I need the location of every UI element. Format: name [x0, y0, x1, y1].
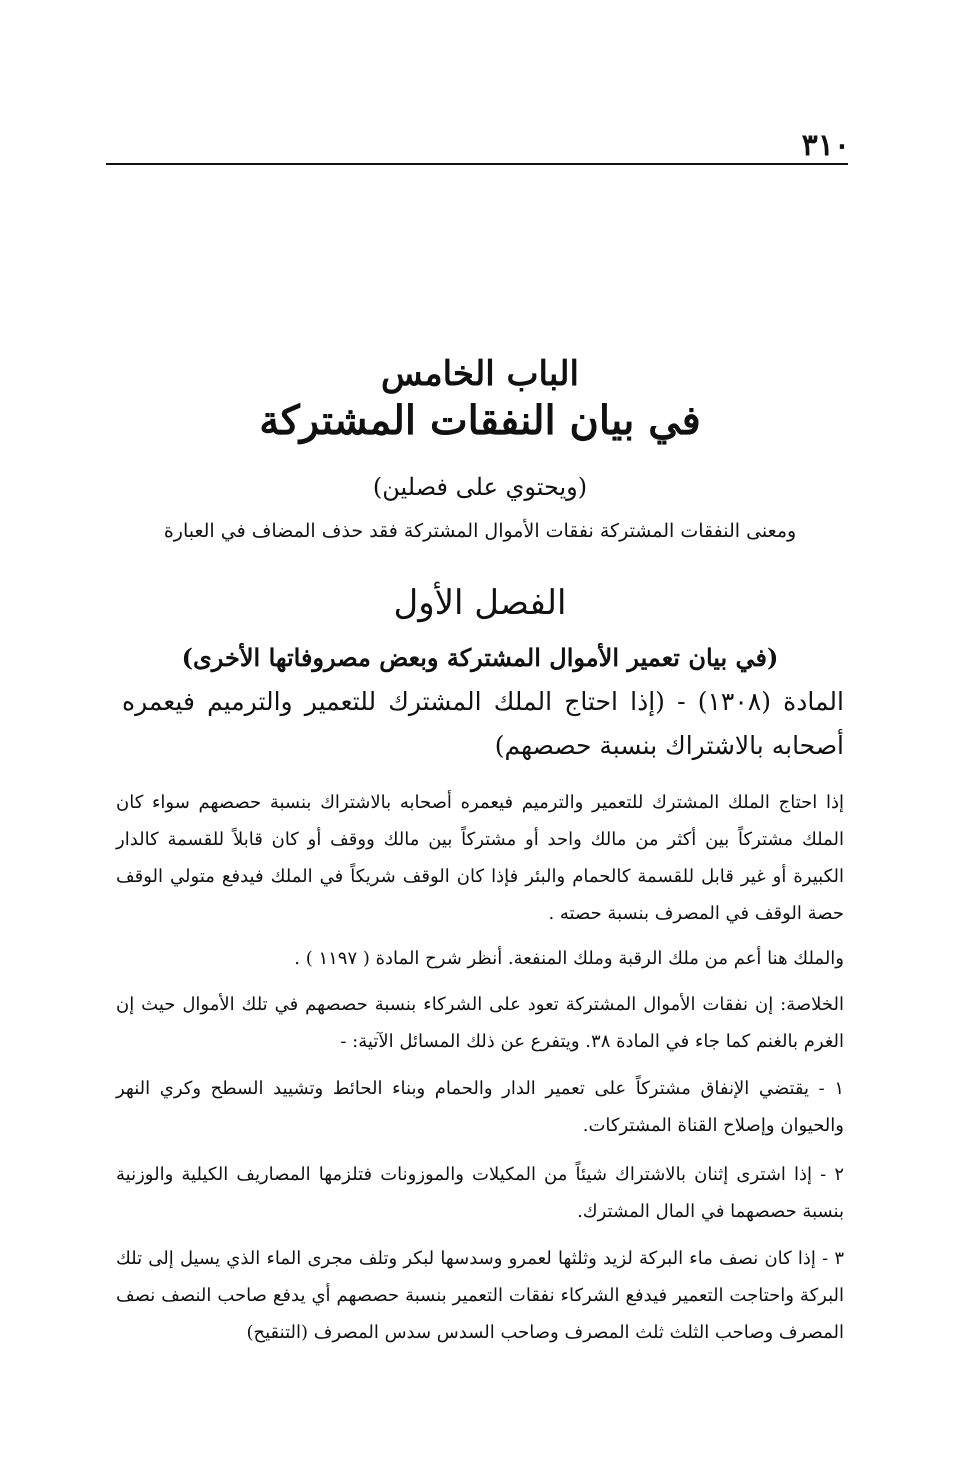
part-title: الباب الخامس [381, 354, 579, 394]
meaning-note: ومعنى النفقات المشتركة نفقات الأموال المشتركة فقد حذف المضاف في العبارة [163, 520, 797, 542]
header-rule [106, 163, 848, 165]
paragraph-explanation: إذا احتاج الملك المشترك للتعمير والترميم فيعمره أصحابه بالاشتراك بنسبة حصصهم سواء كان الملك مشتركاً بين أكثر من مالك واحد أو مشتركاً بين مالك ووقف أو كان قابلاً للقسمة كالدار الكبيرة أو غير قابل للقسمة كالحمام والبئر فإذا كان الوقف شريكاً في الملك فيدفع متولي الوقف حصة الوقف في المصرف بنسبة حصته . [116, 792, 844, 924]
article-heading: المادة (١٣٠٨) - (إذا احتاج الملك المشترك للتعمير والترميم فيعمره أصحابه بالاشتراك بنسبة حصصهم) [122, 687, 844, 760]
chapter-title: الفصل الأول [393, 583, 567, 623]
paragraph-summary: الخلاصة: إن نفقات الأموال المشتركة تعود على الشركاء بنسبة حصصهم في تلك الأموال حيث إن الغرم بالغنم كما جاء في المادة ٣٨. ويتفرع عن ذلك المسائل الآتية: - [116, 994, 844, 1052]
chapter-subject: (في بيان تعمير الأموال المشتركة وبعض مصروفاتها الأخرى) [181, 643, 779, 672]
page-number: ٣١٠ [801, 128, 850, 163]
contents-note: (ويحتوي على فصلين) [372, 473, 588, 501]
paragraph-issue-2: ٢ - إذا اشترى إثنان بالاشتراك شيئاً من المكيلات والموزونات فتلزمها المصاريف الكيلية والوزنية بنسبة حصصهما في المال المشترك. [116, 1164, 844, 1222]
paragraph-issue-3: ٣ - إذا كان نصف ماء البركة لزيد وثلثها لعمرو وسدسها لبكر وتلف مجرى الماء الذي يسيل إلى تلك البركة واحتاجت التعمير فيدفع الشركاء نفقات التعمير بنسبة حصصهم أي يدفع صاحب النصف نصف المصرف وصاحب الثلث ثلث المصرف وصاحب السدس سدس المصرف (التنقيح) [116, 1248, 844, 1343]
part-subject: في بيان النفقات المشتركة [259, 397, 701, 444]
paragraph-ownership-note: والملك هنا أعم من ملك الرقبة وملك المنفعة. أنظر شرح المادة ( ١١٩٧ ) . [294, 948, 844, 969]
paragraph-issue-1: ١ - يقتضي الإنفاق مشتركاً على تعمير الدار والحمام وبناء الحائط وتشييد السطح وكري النهر والحيوان وإصلاح القناة المشتركات. [116, 1078, 844, 1136]
